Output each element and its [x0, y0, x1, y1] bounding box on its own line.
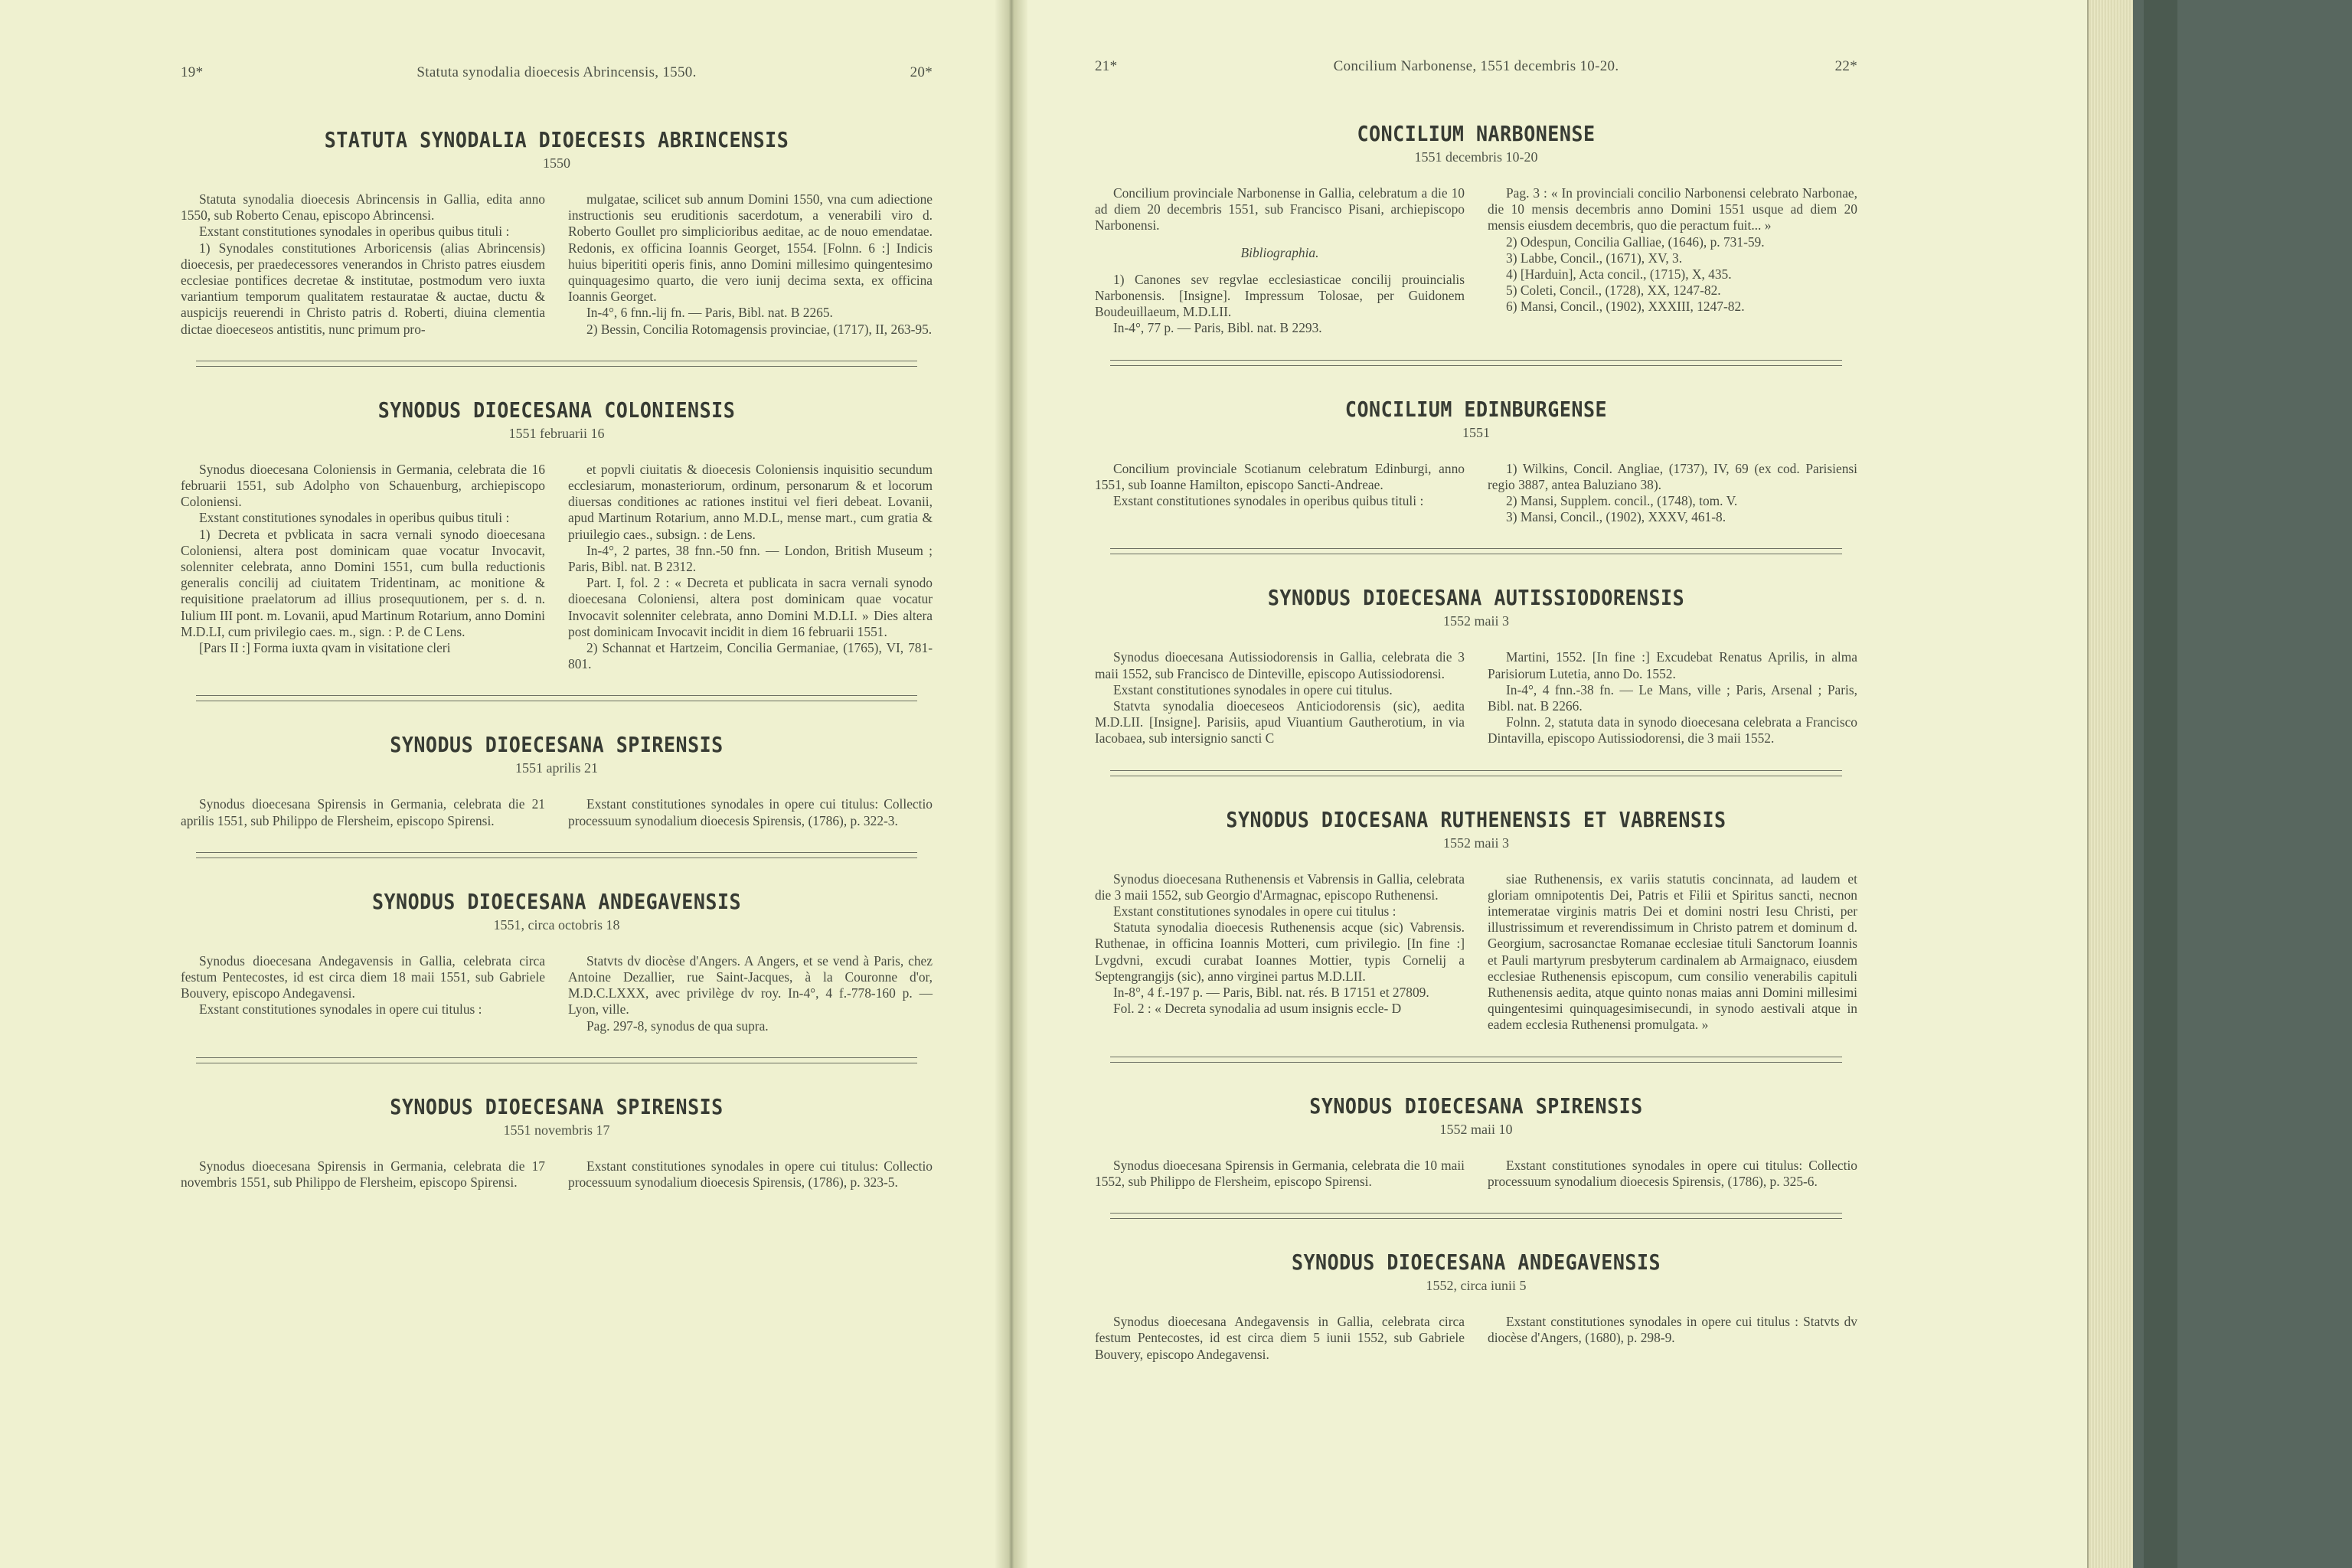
paragraph: mulgatae, scilicet sub annum Domini 1550, vna cum adiectione instructionis seu eruditionis sacerdotum, a venerabili viro d. Roberto Goullet pro simplicioribus aeditae, ac de nouo emendatae. Redonis, ex officina Ioannis Georget, 1554. [Folnn. 6 :] Indicis huius biperititi operis finis, anno Domini millesimo quingentesimo quinquagesimo quarto, die vero iunij decima sexta, ex officina Ioannis Georget.: [568, 191, 933, 305]
section-title: SYNODUS DIOECESANA ANDEGAVENSIS: [371, 889, 742, 914]
section: [1095, 586, 1857, 746]
section-rule: [196, 852, 918, 858]
left-page: [0, 0, 1009, 1568]
section-date: 1551 aprilis 21: [515, 760, 598, 776]
section-rule: [196, 695, 918, 701]
section-rule: [1110, 548, 1842, 554]
paragraph: 2) Bessin, Concilia Rotomagensis provinciae, (1717), II, 263-95.: [586, 321, 933, 337]
section-date: 1551: [1462, 424, 1490, 440]
paragraph: 3) Mansi, Concil., (1902), XXXV, 461-8.: [1506, 509, 1726, 525]
paragraph: Exstant constitutiones synodales in opere cui titulus :: [199, 1001, 482, 1018]
column: [568, 462, 933, 673]
running-header-right: [1095, 58, 1857, 75]
section-title: SYNODUS DIOECESANA SPIRENSIS: [390, 1094, 724, 1119]
page-number: 22*: [1834, 58, 1857, 74]
section-date: 1551 decembris 10-20: [1414, 149, 1538, 165]
section-date: 1552 maii 3: [1443, 613, 1509, 629]
book-cover: [2132, 0, 2352, 1568]
paragraph: Synodus dioecesana Spirensis in Germania, celebrata die 10 maii 1552, sub Philippo de Flersheim, episcopo Spirensi.: [1095, 1157, 1465, 1189]
paragraph: Synodus dioecesana Andegavensis in Gallia, celebrata circa festum Pentecostes, id est circa diem 5 iunii 1552, sub Gabriele Bouvery, episcopo Andegavensi.: [1095, 1314, 1465, 1362]
paragraph: Part. I, fol. 2 : « Decreta et publicata in sacra vernali synodo dioecesana Coloniensi, altera post dominicam quae vocatur Invocavit solenniter celebrata, anno Domini M.D.LI. » Dies altera post dominicam Invocavit incidit in diem 16 februarii 1551.: [568, 575, 933, 639]
paragraph: Exstant constitutiones synodales in opere cui titulus : Statvts dv diocèse d'Angers, (1680), p. 298-9.: [1488, 1314, 1857, 1346]
paragraph: In-4°, 4 fnn.-38 fn. — Le Mans, ville ; Paris, Arsenal ; Paris, Bibl. nat. B 2266.: [1488, 681, 1857, 714]
paragraph: Synodus dioecesana Autissiodorensis in Gallia, celebrata die 3 maii 1552, sub Francisco de Dinteville, episcopo Autissiodorensi.: [1095, 649, 1465, 681]
section-date: 1552 maii 3: [1443, 835, 1509, 851]
column: [1095, 1158, 1465, 1190]
paragraph: Martini, 1552. [In fine :] Excudebat Renatus Aprilis, in alma Parisiorum Lutetia, anno Do. 1552.: [1488, 649, 1857, 681]
page-number: 20*: [910, 64, 933, 80]
sections: [1095, 122, 1857, 1363]
section-title: CONCILIUM EDINBURGENSE: [1344, 396, 1608, 422]
paragraph: Exstant constitutiones synodales in opere cui titulus: Collectio processuum synodalium dioecesis Spirensis, (1786), p. 325-6.: [1488, 1157, 1857, 1189]
column: [1095, 1314, 1465, 1363]
section-date: 1551, circa octobris 18: [493, 916, 620, 933]
column: [181, 1158, 545, 1191]
two-columns: [1095, 185, 1857, 337]
section-rule: [1110, 1213, 1842, 1219]
paragraph: Statuta synodalia dioecesis Ruthenensis acque (sic) Vabrensis. Ruthenae, in officina Ioannis Motteri, cum privilegio. [In fine :] Lvgdvni, excudi curabat Ioannes Mottier, typis Cornelij a Septengrangijs (sic), anno virginei partus M.D.LII.: [1095, 920, 1465, 984]
section: [181, 129, 933, 338]
section-title: SYNODUS DIOECESANA AUTISSIODORENSIS: [1267, 585, 1685, 611]
section-date: 1551 novembris 17: [503, 1122, 610, 1138]
right-page: [1009, 0, 2087, 1568]
running-title: Statuta synodalia dioecesis Abrincensis, 1550.: [416, 64, 697, 80]
paragraph: Synodus dioecesana Andegavensis in Gallia, celebrata circa festum Pentecostes, id est circa diem 18 maii 1551, sub Gabriele Bouvery, episcopo Andegavensi.: [181, 952, 545, 1001]
section-date: 1552, circa iunii 5: [1426, 1278, 1527, 1294]
column: [1095, 871, 1465, 1034]
column: [1488, 185, 1857, 337]
column: [1095, 185, 1465, 337]
section-rule: [1110, 1057, 1842, 1063]
paragraph: Exstant constitutiones synodales in operibus quibus tituli :: [1113, 493, 1424, 509]
section: [1095, 1095, 1857, 1190]
section: [181, 1096, 933, 1191]
column: [1095, 649, 1465, 746]
paragraph: 1) Wilkins, Concil. Angliae, (1737), IV, 69 (ex cod. Parisiensi regio 3887, antea Baluziano 38).: [1488, 460, 1857, 492]
column: [1488, 1314, 1857, 1363]
running-title: Concilium Narbonense, 1551 decembris 10-20.: [1333, 58, 1619, 74]
paragraph: Concilium provinciale Narbonense in Gallia, celebratum a die 10 ad diem 20 decembris 1551, sub Francisco Pisani, archiepiscopo Narbonensi.: [1095, 185, 1465, 234]
two-columns: [1095, 461, 1857, 526]
paragraph: Exstant constitutiones synodales in opere cui titulus: Collectio processuum synodalium dioecesis Spirensis, (1786), p. 323-5.: [568, 1158, 933, 1191]
column: [181, 953, 545, 1034]
section: [181, 399, 933, 673]
paragraph: Exstant constitutiones synodales in opere cui titulus: Collectio processuum synodalium dioecesis Spirensis, (1786), p. 322-3.: [568, 796, 933, 828]
paragraph: Exstant constitutiones synodales in opere cui titulus.: [1113, 681, 1393, 697]
paragraph: Statuta synodalia dioecesis Abrincensis in Gallia, edita anno 1550, sub Roberto Cenau, episcopo Abrincensi.: [181, 191, 545, 224]
section-rule: [196, 1057, 918, 1063]
paragraph: 1) Canones sev regvlae ecclesiasticae concilij prouincialis Narbonensis. [Insigne]. Impressum Tolosae, per Guidonem Boudeuillaeum, M.D.LII.: [1095, 271, 1465, 320]
paragraph: Synodus dioecesana Coloniensis in Germania, celebrata die 16 februarii 1551, sub Adolpho von Schauenburg, archiepiscopo Coloniensi.: [181, 461, 545, 510]
column: [181, 796, 545, 828]
paragraph: 5) Coleti, Concil., (1728), XX, 1247-82.: [1506, 283, 1721, 299]
section-rule: [1110, 360, 1842, 366]
page-number: 19*: [181, 64, 204, 80]
two-columns: [1095, 1314, 1857, 1363]
section-rule: [196, 361, 918, 367]
paragraph: Synodus dioecesana Spirensis in Germania, celebrata die 21 aprilis 1551, sub Philippo de Flersheim, episcopo Spirensi.: [181, 796, 545, 828]
cover-spine: [2144, 0, 2177, 1568]
paragraph: 3) Labbe, Concil., (1671), XV, 3.: [1506, 250, 1683, 266]
paragraph: Concilium provinciale Scotianum celebratum Edinburgi, anno 1551, sub Ioanne Hamilton, episcopo Sancti-Andreae.: [1095, 460, 1465, 492]
section-title: STATUTA SYNODALIA DIOECESIS ABRINCENSIS: [324, 127, 789, 152]
paragraph: In-4°, 6 fnn.-lij fn. — Paris, Bibl. nat. B 2265.: [586, 305, 833, 321]
paragraph: 2) Mansi, Supplem. concil., (1748), tom. V.: [1506, 493, 1738, 509]
running-header-left: [181, 64, 933, 81]
paragraph: In-4°, 77 p. — Paris, Bibl. nat. B 2293.: [1113, 320, 1322, 336]
section: [1095, 398, 1857, 526]
two-columns: [181, 953, 933, 1034]
paragraph: Folnn. 2, statuta data in synodo dioecesana celebrata a Francisco Dintavilla, episcopo Autissiodorensi, die 3 maii 1552.: [1488, 714, 1857, 746]
book-gutter: [995, 0, 1027, 1568]
paragraph: 1) Decreta et pvblicata in sacra vernali synodo dioecesana Coloniensi, altera post dominicam quae vocatur Invocavit, solenniter celebrata, anno Domini 1551, cum bulla reductionis generalis concilij ad ciuitatem Tridentinam, ac monitione & requisitione praelatorum ad illius prosequutionem, per s. d. n. Iulium III pont. m. Lovanii, apud Martinum Rotarium, anno Domini M.D.LI, cum privilegio caes. m., sign. : P. de C Lens.: [181, 526, 545, 639]
paragraph: Statvts dv diocèse d'Angers. A Angers, et se vend à Paris, chez Antoine Dezallier, rue Saint-Jacques, à la Couronne d'or, M.D.C.LXXX, avec privilège dv roy. In-4°, 4 f.-778-160 p. — Lyon, ville.: [568, 952, 933, 1018]
paragraph: 4) [Harduin], Acta concil., (1715), X, 435.: [1506, 266, 1732, 283]
paragraph: In-8°, 4 f.-197 p. — Paris, Bibl. nat. rés. B 17151 et 27809.: [1113, 985, 1429, 1001]
paragraph: Synodus dioecesana Spirensis in Germania, celebrata die 17 novembris 1551, sub Philippo de Flersheim, episcopo Spirensi.: [181, 1158, 545, 1191]
paragraph: Fol. 2 : « Decreta synodalia ad usum insignis eccle- D: [1113, 1001, 1402, 1017]
paragraph: 2) Odespun, Concilia Galliae, (1646), p. 731-59.: [1506, 234, 1765, 250]
column: [568, 953, 933, 1034]
column: [568, 191, 933, 338]
section-title: SYNODUS DIOECESANA SPIRENSIS: [390, 732, 724, 758]
section-title: SYNODUS DIOCESANA RUTHENENSIS ET VABRENSIS: [1226, 806, 1726, 832]
section: [1095, 122, 1857, 337]
section-title: SYNODUS DIOECESANA ANDEGAVENSIS: [1291, 1250, 1661, 1275]
section-title: SYNODUS DIOECESANA COLONIENSIS: [377, 397, 736, 423]
paragraph: 1) Synodales constitutiones Arboricensis (alias Abrincensis) dioecesis, per praedecessores venerandos in Christo patres eiusdem ecclesiae pontifices decretae & institutae, postmodum vero iuxta variantium temporum qualitatem restauratae & auctae, ductu & auspicijs reuerendi in Christo patris d. Roberti, diuina clementia dictae dioeceseos antistitis, nunc primum pro-: [181, 240, 545, 337]
paragraph: Bibliographia.: [1240, 244, 1319, 260]
section-date: 1550: [543, 155, 570, 171]
paragraph: Pag. 297-8, synodus de qua supra.: [586, 1018, 769, 1034]
sections: [181, 129, 933, 1191]
two-columns: [181, 462, 933, 673]
paragraph: 6) Mansi, Concil., (1902), XXXIII, 1247-82.: [1506, 299, 1745, 315]
section-date: 1551 februarii 16: [508, 425, 605, 441]
section: [1095, 1251, 1857, 1363]
two-columns: [1095, 1158, 1857, 1190]
paragraph: Statvta synodalia dioeceseos Anticiodorensis (sic), aedita M.D.LII. [Insigne]. Parisiis, apud Viuantium Gautherotium, in via Iacobaea, sub intersignio sancti C: [1095, 698, 1465, 746]
paragraph: Exstant constitutiones synodales in opere cui titulus :: [1113, 903, 1396, 920]
section-rule: [1110, 770, 1842, 776]
column: [568, 796, 933, 828]
column: [1488, 871, 1857, 1034]
column: [181, 462, 545, 673]
two-columns: [1095, 871, 1857, 1034]
paragraph: Exstant constitutiones synodales in operibus quibus tituli :: [199, 510, 510, 526]
section: [181, 890, 933, 1034]
column: [568, 1158, 933, 1191]
column: [1488, 461, 1857, 526]
section-date: 1552 maii 10: [1439, 1121, 1513, 1137]
page-number: 21*: [1095, 58, 1118, 74]
paragraph: Synodus dioecesana Ruthenensis et Vabrensis in Gallia, celebrata die 3 maii 1552, sub Georgio d'Armagnac, episcopo Ruthenensi.: [1095, 871, 1465, 903]
column: [1095, 461, 1465, 526]
page-edges: [2087, 0, 2133, 1568]
paragraph: et popvli ciuitatis & dioecesis Coloniensis inquisitio secundum ecclesiarum, monasteriorum, ordinum, personarum & et locorum diuersas conditiones ac rationes institui vel fieri debeat. Lovanii, apud Martinum Rotarium, anno M.D.L, mense mart., cum gratia & priuilegio caes., subsign. : de Lens.: [568, 461, 933, 542]
column: [1488, 649, 1857, 746]
section: [181, 733, 933, 828]
paragraph: [Pars II :] Forma iuxta qvam in visitatione cleri: [199, 640, 451, 656]
paragraph: In-4°, 2 partes, 38 fnn.-50 fnn. — London, British Museum ; Paris, Bibl. nat. B 2312.: [568, 542, 933, 575]
column: [181, 191, 545, 338]
section: [1095, 808, 1857, 1034]
section-title: CONCILIUM NARBONENSE: [1357, 121, 1596, 146]
two-columns: [181, 1158, 933, 1191]
section-title: SYNODUS DIOECESANA SPIRENSIS: [1309, 1093, 1643, 1119]
two-columns: [181, 796, 933, 828]
paragraph: Exstant constitutiones synodales in operibus quibus tituli :: [199, 224, 510, 240]
paragraph: Pag. 3 : « In provinciali concilio Narbonensi celebrato Narbonae, die 10 mensis decembris anno Domini 1551 usque ad diem 20 mensis eiusdem decembris, quo die peractum fuit... »: [1488, 185, 1857, 234]
two-columns: [181, 191, 933, 338]
paragraph: 2) Schannat et Hartzeim, Concilia Germaniae, (1765), VI, 781-801.: [568, 640, 933, 672]
two-columns: [1095, 649, 1857, 746]
column: [1488, 1158, 1857, 1190]
paragraph: siae Ruthenensis, ex variis statutis concinnata, ad laudem et gloriam omnipotentis Dei, Patris et Filii et Spiritus sancti, necnon intemeratae virginis matris Dei et domini nostri Iesu Christi, per illustrissimum et reverendissimum in Christo patrem et dominum d. Georgium, sacrosanctae Romanae ecclesiae tituli Sanctorum Ioannis et Pauli martyrum presbyterum cardinalem ab Armaignaco, eiusdem ecclesiae Ruthenensis episcopum, cum consilio venerabilis capituli Ruthenensis aedita, atque quinto nonas maias anni Domini millesimi quingentesimi quinquagesimisecundi, in synodo aestivali atque in eadem ecclesia Ruthenensi promulgata. »: [1488, 871, 1857, 1033]
